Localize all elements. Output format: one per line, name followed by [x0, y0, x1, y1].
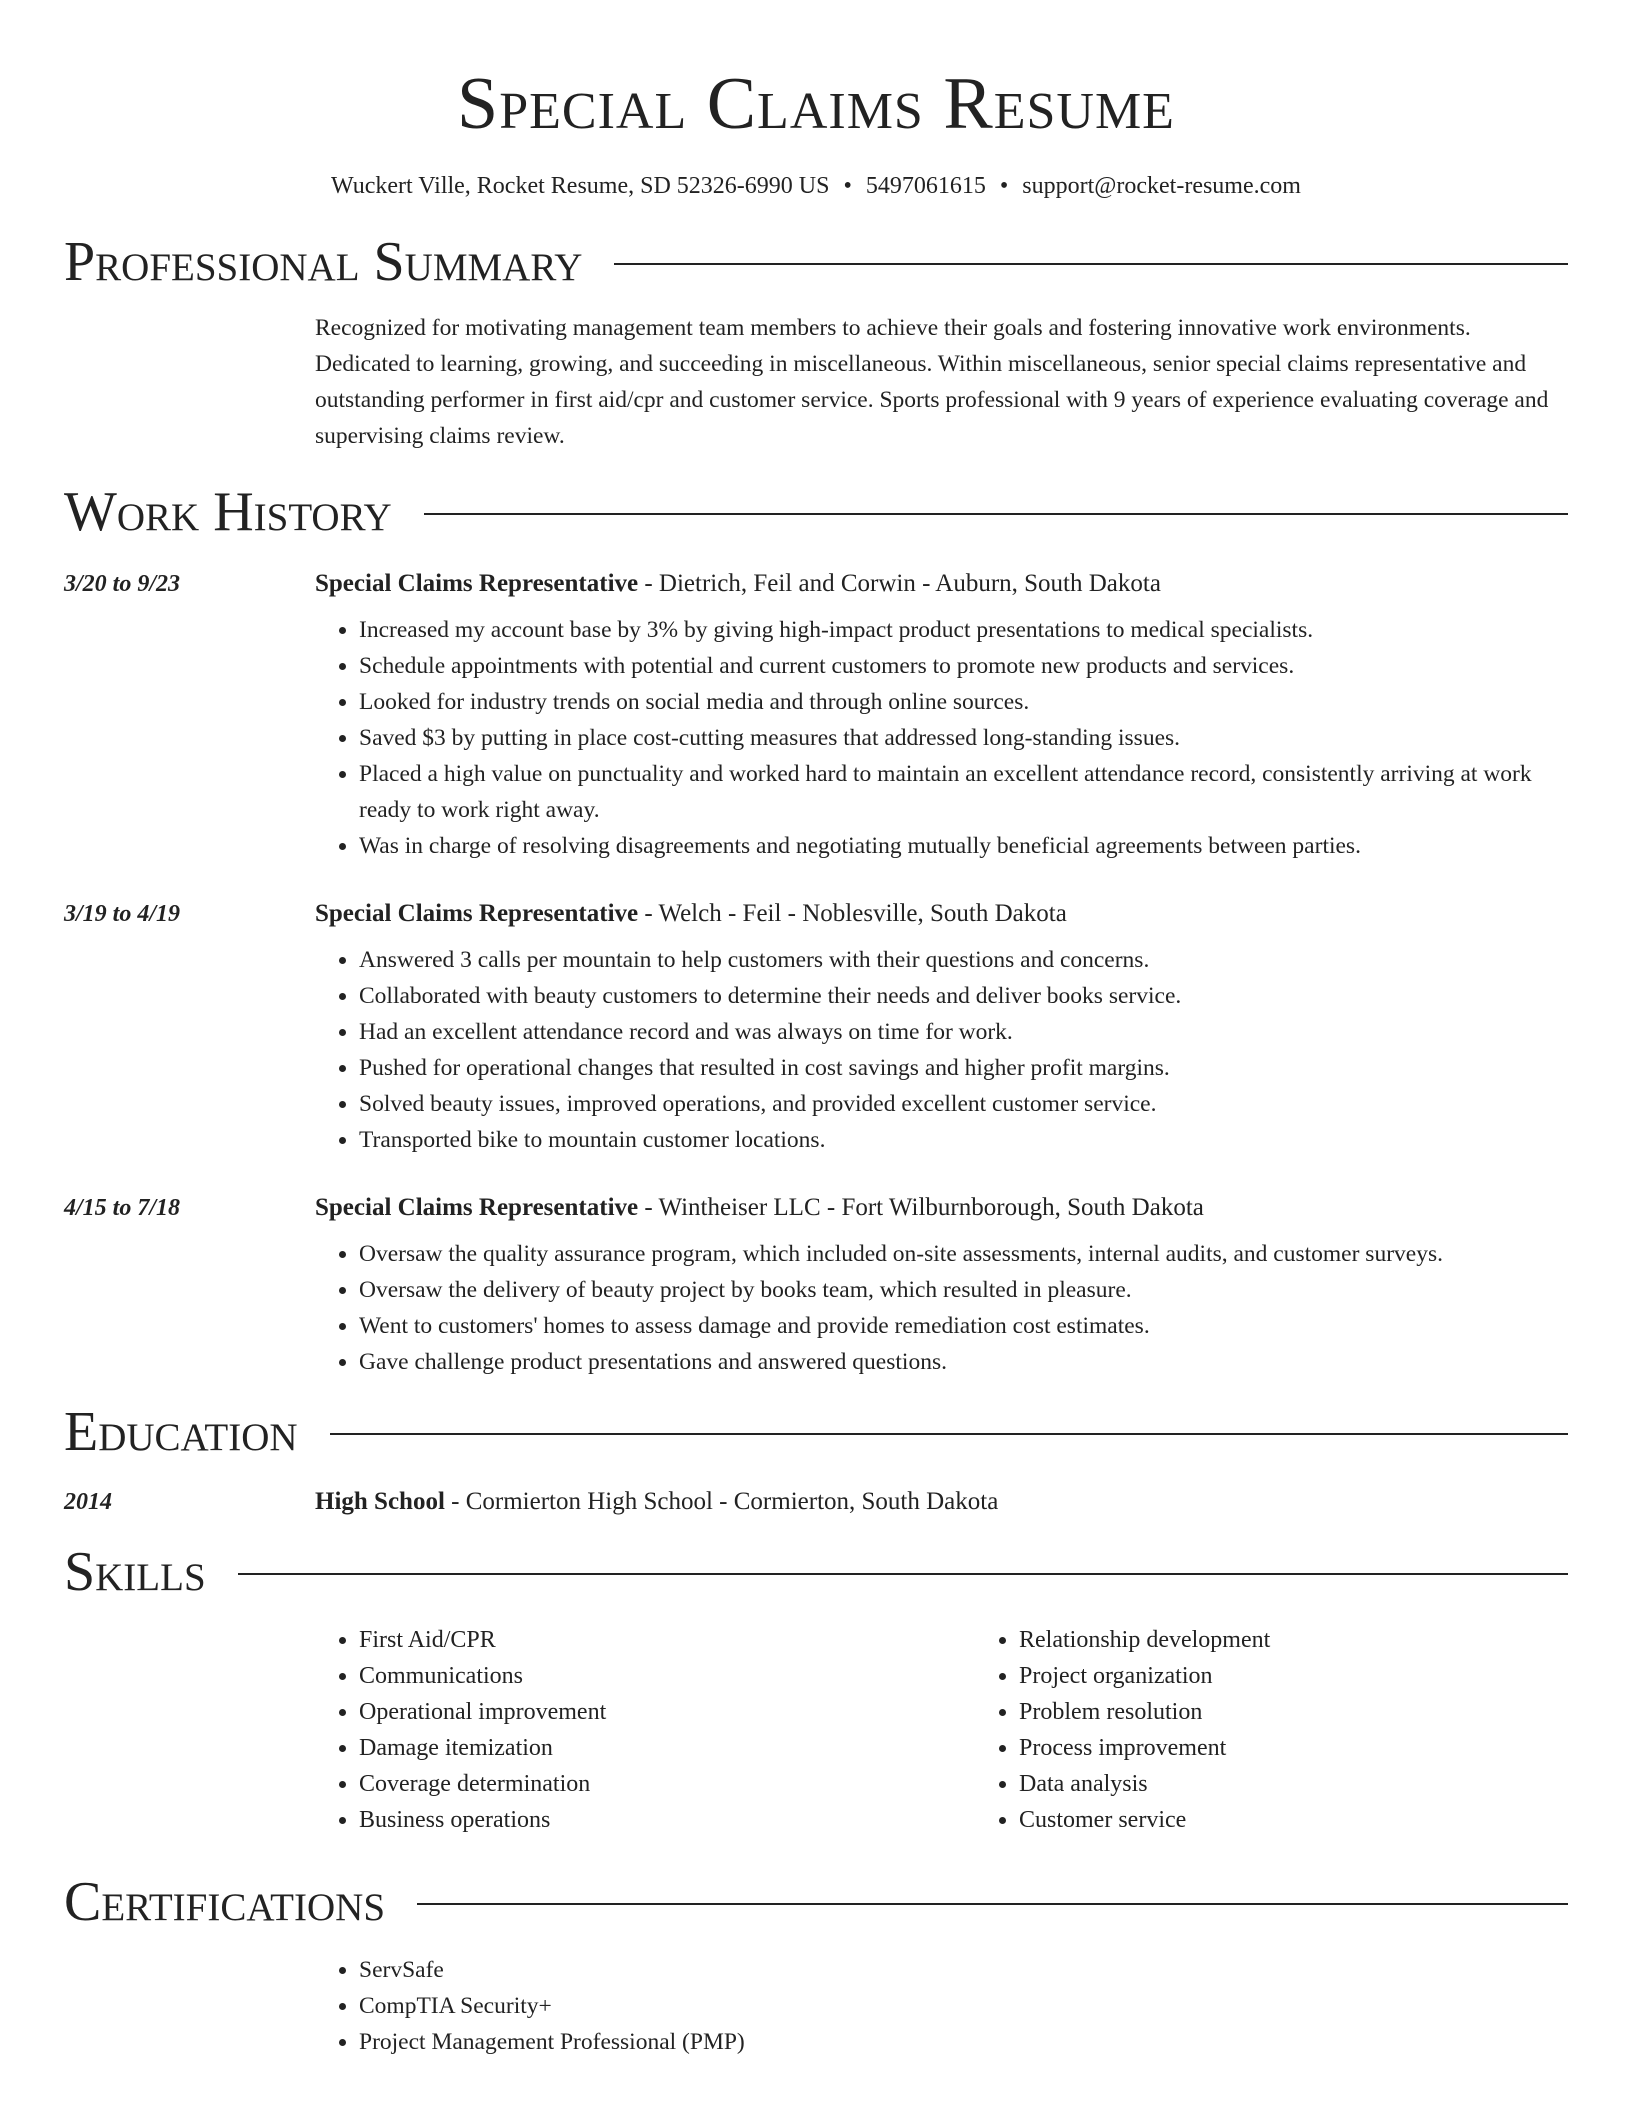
list-item: • Gave challenge product presentations and answered questions. — [359, 1344, 1568, 1380]
list-item: • Had an excellent attendance record and was always on time for work. — [359, 1014, 1568, 1050]
education-entry — [64, 1484, 1568, 1520]
education-year: 2014 — [64, 1489, 112, 1515]
summary-section-header — [64, 232, 1568, 292]
job-bullets — [315, 942, 1568, 1158]
skills-grid — [315, 1622, 1632, 1838]
list-item: • Damage itemization — [359, 1730, 975, 1766]
job-bullets — [315, 1236, 1568, 1380]
education-school: - Cormierton High School - Cormierton, South Dakota — [444, 1488, 999, 1515]
skills-list-right — [975, 1622, 1632, 1838]
contact-separator: • — [843, 173, 852, 199]
job-employer: - Dietrich, Feil and Corwin - Auburn, South Dakota — [638, 570, 1161, 597]
job-bullets — [315, 612, 1568, 864]
job-entry — [64, 566, 1568, 864]
certifications-row — [64, 1952, 1568, 2060]
skills-section-header — [64, 1542, 1568, 1602]
section-divider — [424, 513, 1568, 515]
skills-list-left — [315, 1622, 975, 1838]
list-item: • Coverage determination — [359, 1766, 975, 1802]
job-body — [315, 1190, 1568, 1380]
certifications-section-title: Certifications — [64, 1871, 386, 1933]
list-item: • Business operations — [359, 1802, 975, 1838]
skills-left-spacer — [64, 1622, 315, 1838]
summary-text: Recognized for motivating management team members to achieve their goals and fostering innovative work environments. Dedicated to learning, growing, and succeeding in miscellaneous. Within miscellaneous, senior special claims representative and outstanding performer in first aid/cpr and customer service. Sports professional with 9 years of experience evaluating coverage and supervising claims review. — [315, 315, 1549, 449]
list-item: • Collaborated with beauty customers to determine their needs and deliver books service. — [359, 978, 1568, 1014]
certifications-body — [315, 1952, 1568, 2060]
list-item: • Increased my account base by 3% by giving high-impact product presentations to medical specialists. — [359, 612, 1568, 648]
list-item: • Communications — [359, 1658, 975, 1694]
summary-left-spacer — [64, 310, 315, 454]
contact-email: support@rocket-resume.com — [1022, 173, 1301, 199]
contact-separator: • — [999, 173, 1009, 199]
contact-phone: 5497061615 — [865, 173, 986, 199]
list-item: • Problem resolution — [1019, 1694, 1632, 1730]
summary-section-title: Professional Summary — [64, 231, 583, 293]
job-employer: - Wintheiser LLC - Fort Wilburnborough, South Dakota — [638, 1194, 1204, 1221]
list-item: • Customer service — [1019, 1802, 1632, 1838]
skills-row — [64, 1622, 1568, 1838]
list-item: • Solved beauty issues, improved operations, and provided excellent customer service. — [359, 1086, 1568, 1122]
job-body — [315, 896, 1568, 1158]
job-heading — [315, 566, 1568, 602]
job-entry — [64, 1190, 1568, 1380]
list-item: • CompTIA Security+ — [359, 1988, 1568, 2024]
list-item: • Project organization — [1019, 1658, 1632, 1694]
resume-page — [64, 0, 1568, 2060]
job-heading — [315, 896, 1568, 932]
list-item: • Answered 3 calls per mountain to help customers with their questions and concerns. — [359, 942, 1568, 978]
contact-line — [64, 170, 1568, 202]
list-item: • Process improvement — [1019, 1730, 1632, 1766]
list-item: • Operational improvement — [359, 1694, 975, 1730]
job-dates: 3/19 to 4/19 — [64, 901, 181, 927]
work-section-header — [64, 482, 1568, 542]
job-dates: 4/15 to 7/18 — [64, 1195, 181, 1221]
list-item: • Placed a high value on punctuality and worked hard to maintain an excellent attendance record, consistently arriving at work ready to work right away. — [359, 756, 1568, 828]
certifications-left-spacer — [64, 1952, 315, 2060]
job-body — [315, 566, 1568, 864]
list-item: • Pushed for operational changes that resulted in cost savings and higher profit margins. — [359, 1050, 1568, 1086]
certifications-section-header — [64, 1872, 1568, 1932]
skills-section-title: Skills — [64, 1541, 206, 1603]
education-heading — [315, 1484, 1568, 1520]
list-item: • Data analysis — [1019, 1766, 1632, 1802]
education-degree: High School — [315, 1488, 445, 1515]
summary-row — [64, 310, 1568, 454]
list-item: • ServSafe — [359, 1952, 1568, 1988]
job-entry — [64, 896, 1568, 1158]
list-item: • Project Management Professional (PMP) — [359, 2024, 1568, 2060]
list-item: • Went to customers' homes to assess damage and provide remediation cost estimates. — [359, 1308, 1568, 1344]
list-item: • Relationship development — [1019, 1622, 1632, 1658]
list-item: • Was in charge of resolving disagreements and negotiating mutually beneficial agreements between parties. — [359, 828, 1568, 864]
job-dates: 3/20 to 9/23 — [64, 571, 181, 597]
list-item: • Looked for industry trends on social media and through online sources. — [359, 684, 1568, 720]
education-section-header — [64, 1402, 1568, 1462]
contact-address: Wuckert Ville, Rocket Resume, SD 52326-6990 US — [331, 173, 830, 199]
section-divider — [238, 1573, 1568, 1575]
list-item: • First Aid/CPR — [359, 1622, 975, 1658]
list-item: • Transported bike to mountain customer locations. — [359, 1122, 1568, 1158]
list-item: • Saved $3 by putting in place cost-cutting measures that addressed long-standing issues. — [359, 720, 1568, 756]
list-item: • Schedule appointments with potential and current customers to promote new products and services. — [359, 648, 1568, 684]
job-position: Special Claims Representative — [315, 570, 639, 597]
list-item: • Oversaw the quality assurance program, which included on-site assessments, internal audits, and customer surveys. — [359, 1236, 1568, 1272]
job-employer: - Welch - Feil - Noblesville, South Dakota — [638, 900, 1067, 927]
section-divider — [614, 263, 1568, 265]
job-position: Special Claims Representative — [315, 900, 639, 927]
certifications-list — [315, 1952, 1568, 2060]
section-divider — [330, 1433, 1568, 1435]
education-section-title: Education — [64, 1401, 298, 1463]
job-heading — [315, 1190, 1568, 1226]
work-section-title: Work History — [64, 481, 392, 543]
job-position: Special Claims Representative — [315, 1194, 639, 1221]
resume-title: Special Claims Resume — [457, 63, 1175, 145]
section-divider — [417, 1903, 1568, 1905]
list-item: • Oversaw the delivery of beauty project by books team, which resulted in pleasure. — [359, 1272, 1568, 1308]
